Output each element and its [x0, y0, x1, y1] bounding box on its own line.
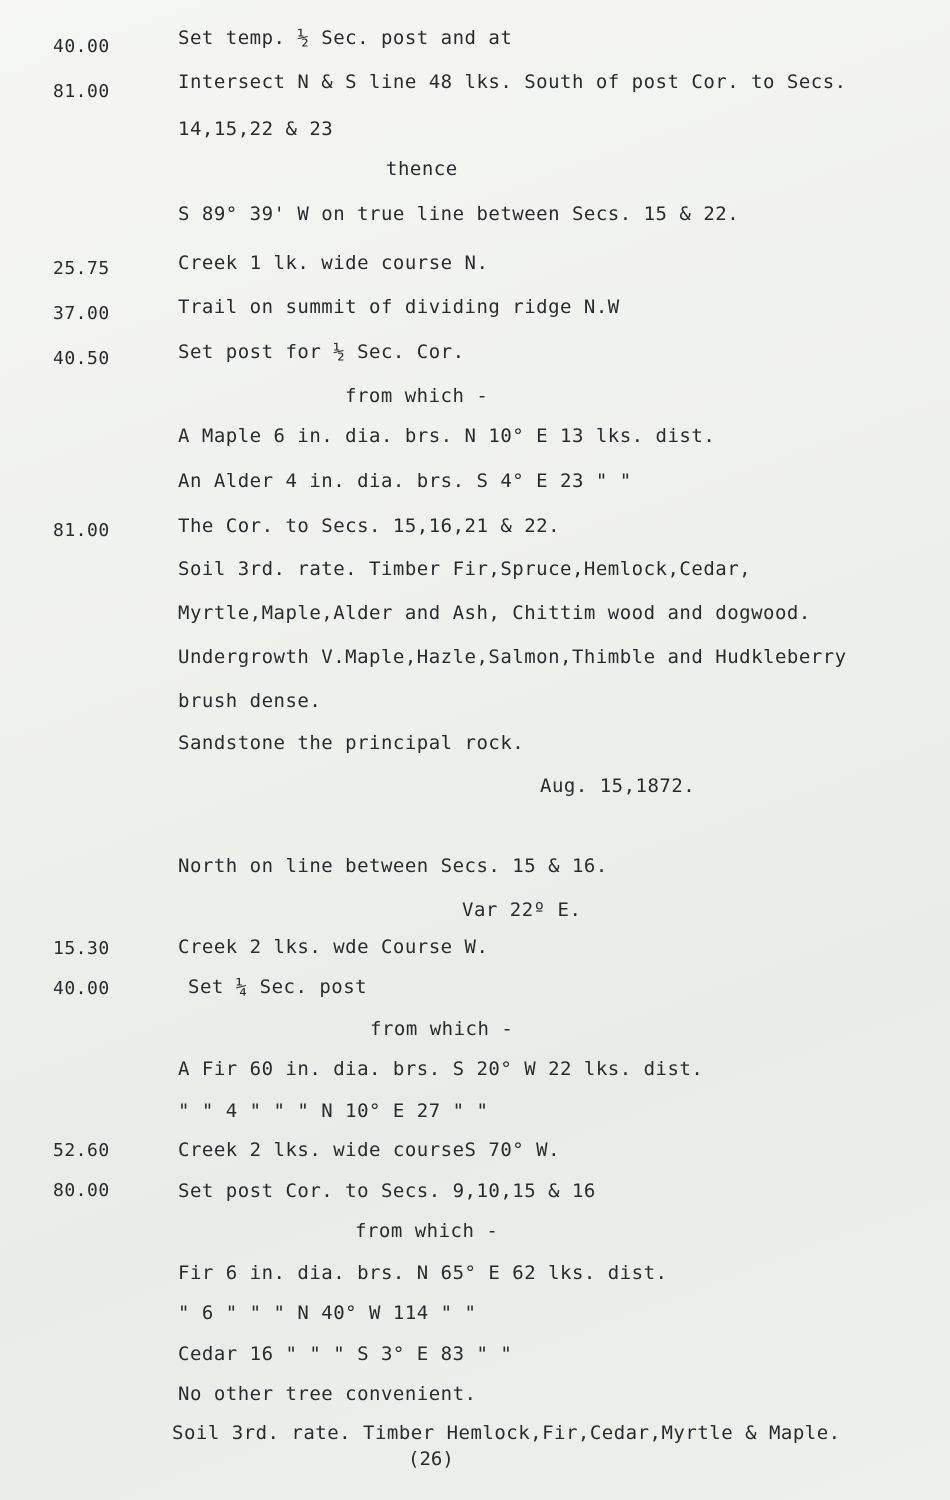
- chainage: 40.00: [53, 978, 110, 999]
- note-line: from which -: [370, 1018, 514, 1040]
- note-line: Undergrowth V.Maple,Hazle,Salmon,Thimble and Hudkleberry: [178, 646, 847, 668]
- note-line: from which -: [345, 385, 489, 407]
- note-line: Creek 1 lk. wide course N.: [178, 252, 489, 274]
- chainage: 81.00: [53, 81, 110, 102]
- note-line: Creek 2 lks. wde Course W.: [178, 936, 489, 958]
- note-line: Sandstone the principal rock.: [178, 732, 525, 754]
- note-line: " " 4 " " " N 10° E 27 " ": [178, 1100, 489, 1122]
- chainage: 37.00: [53, 303, 110, 324]
- note-line: Fir 6 in. dia. brs. N 65° E 62 lks. dist.: [178, 1262, 668, 1284]
- note-line: An Alder 4 in. dia. brs. S 4° E 23 " ": [178, 470, 632, 492]
- note-line: Set ¼ Sec. post: [188, 976, 368, 998]
- note-line: A Fir 60 in. dia. brs. S 20° W 22 lks. dist.: [178, 1058, 704, 1080]
- chainage: 15.30: [53, 938, 110, 959]
- chainage: 40.50: [53, 348, 110, 369]
- note-line: Creek 2 lks. wide courseS 70° W.: [178, 1139, 561, 1161]
- note-line: thence: [386, 158, 458, 180]
- note-line: 14,15,22 & 23: [178, 118, 334, 140]
- page-number: (26): [408, 1448, 454, 1470]
- chainage: 40.00: [53, 36, 110, 57]
- note-line: brush dense.: [178, 690, 322, 712]
- note-line: Intersect N & S line 48 lks. South of post Cor. to Secs.: [178, 71, 847, 93]
- note-line: Set post for ½ Sec. Cor.: [178, 341, 465, 363]
- note-line: North on line between Secs. 15 & 16.: [178, 855, 608, 877]
- note-line: No other tree convenient.: [178, 1383, 477, 1405]
- chainage: 80.00: [53, 1180, 110, 1201]
- note-line: Set temp. ½ Sec. post and at: [178, 27, 513, 49]
- chainage: 25.75: [53, 258, 110, 279]
- note-line: A Maple 6 in. dia. brs. N 10° E 13 lks. dist.: [178, 425, 716, 447]
- note-line: Set post Cor. to Secs. 9,10,15 & 16: [178, 1180, 596, 1202]
- note-line: from which -: [355, 1220, 499, 1242]
- note-line: Aug. 15,1872.: [540, 775, 696, 797]
- chainage: 52.60: [53, 1140, 110, 1161]
- note-line: Myrtle,Maple,Alder and Ash, Chittim wood and dogwood.: [178, 602, 811, 624]
- note-line: " 6 " " " N 40° W 114 " ": [178, 1302, 477, 1324]
- note-line: S 89° 39' W on true line between Secs. 15 & 22.: [178, 203, 740, 225]
- note-line: Cedar 16 " " " S 3° E 83 " ": [178, 1343, 513, 1365]
- chainage: 81.00: [53, 520, 110, 541]
- note-line: The Cor. to Secs. 15,16,21 & 22.: [178, 515, 561, 537]
- note-line: Soil 3rd. rate. Timber Hemlock,Fir,Cedar,Myrtle & Maple.: [172, 1422, 841, 1444]
- note-line: Soil 3rd. rate. Timber Fir,Spruce,Hemlock,Cedar,: [178, 558, 752, 580]
- note-line: Var 22º E.: [462, 899, 582, 921]
- note-line: Trail on summit of dividing ridge N.W: [178, 296, 620, 318]
